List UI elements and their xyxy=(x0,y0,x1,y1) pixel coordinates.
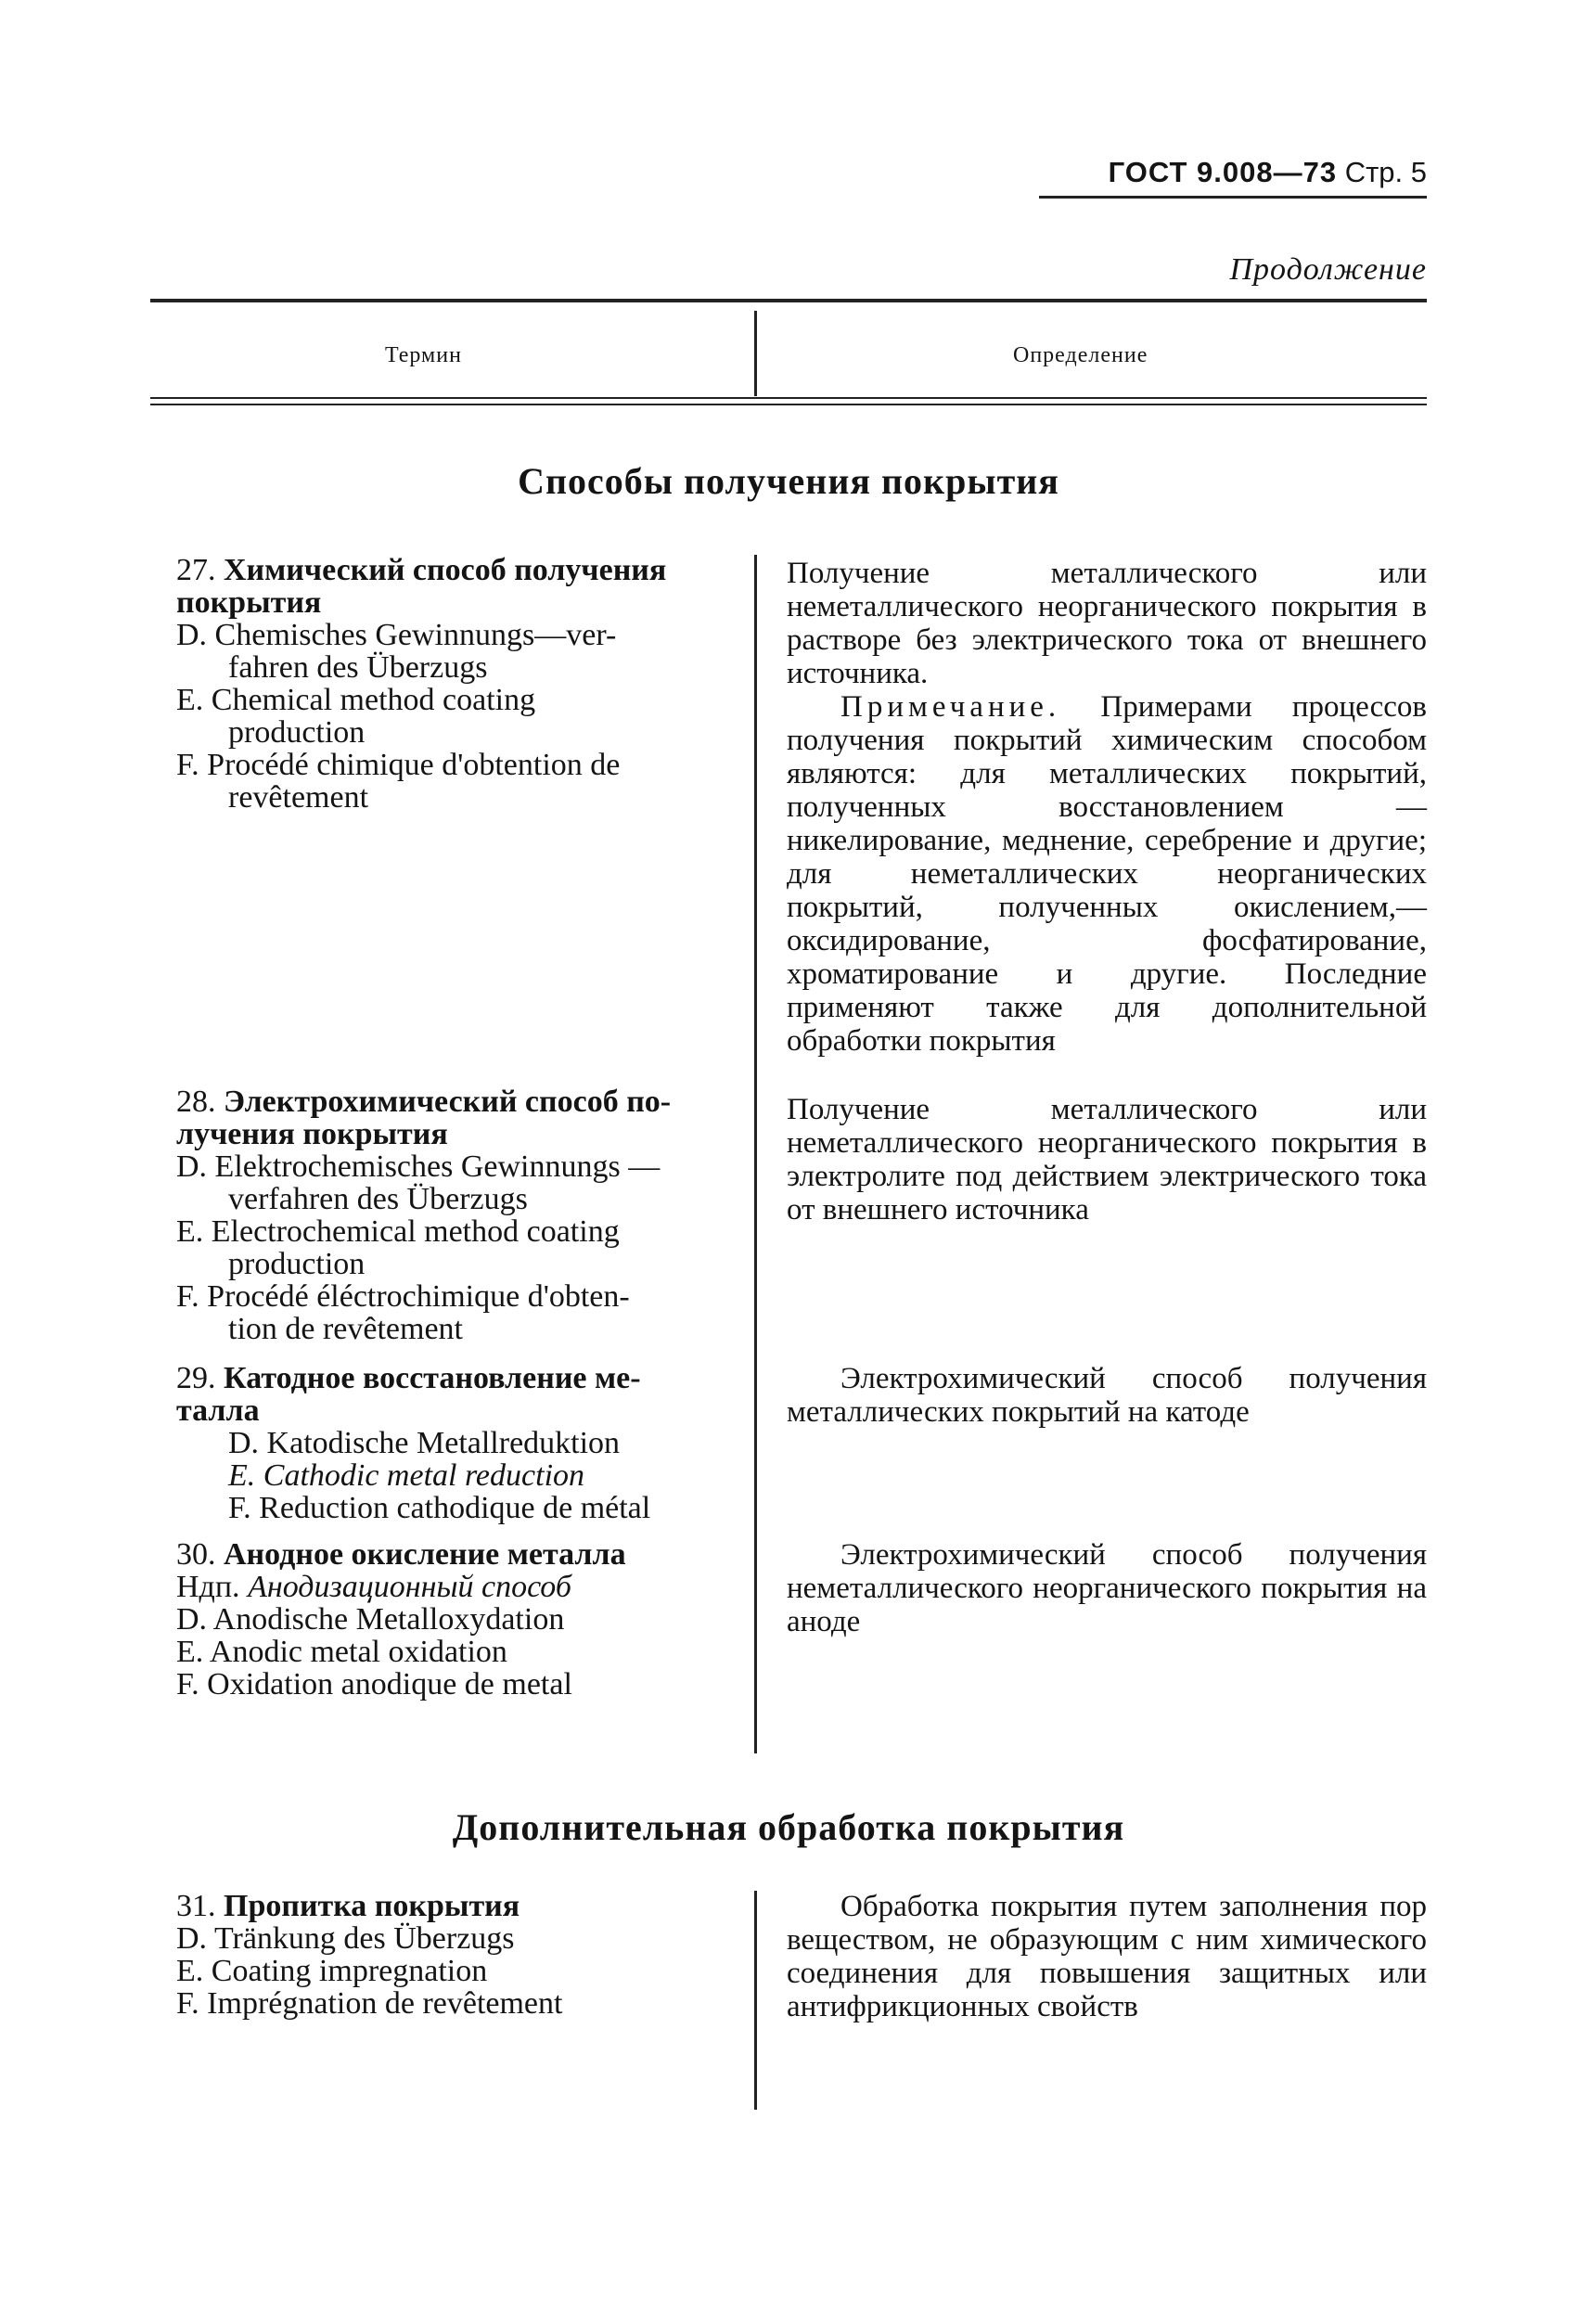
term-number: 31. xyxy=(176,1889,216,1923)
term-german: D. Chemisches Gewinnungs—ver- xyxy=(176,618,617,652)
term-french: F. Procédé chimique d'obtention de xyxy=(176,748,621,782)
column-header-term: Термин xyxy=(385,343,462,367)
term-28 xyxy=(176,1085,742,1345)
ndp-label: Ндп. xyxy=(176,1570,240,1604)
definition-note xyxy=(787,690,1427,1058)
definition-text: Получение металлического или неметаллического неорганического покрытия в электролите под действием электрического тока от внешнего источника xyxy=(787,1093,1427,1226)
term-title: Катодное восстановление ме- xyxy=(224,1361,641,1395)
note-label: Примечание. xyxy=(840,690,1061,724)
definition-27 xyxy=(787,557,1427,1058)
continuation-label: Продолжение xyxy=(1229,252,1427,287)
term-german: D. Elektrochemisches Gewinnungs — xyxy=(176,1149,661,1184)
term-french-cont: revêtement xyxy=(228,780,369,815)
term-french-cont: tion de revêtement xyxy=(228,1312,464,1346)
section-title-coating-methods: Способы получения покрытия xyxy=(518,460,1059,502)
definition-text: Электрохимический способ получения металлических покрытий на катоде xyxy=(787,1362,1427,1429)
term-number: 27. xyxy=(176,553,216,587)
term-french: F. Imprégnation de revêtement xyxy=(176,1986,563,2021)
ndp-term: Анодизационный способ xyxy=(248,1570,571,1604)
term-number: 30. xyxy=(176,1537,216,1572)
table-head-rule-2 xyxy=(150,404,1427,405)
term-title: Электрохимический способ по- xyxy=(224,1085,672,1119)
term-english-cont: production xyxy=(228,715,366,750)
term-french: F. Procédé éléctrochimique d'obten- xyxy=(176,1279,630,1314)
term-title: Анодное окисление металла xyxy=(224,1537,626,1572)
term-german: D. Tränkung des Überzugs xyxy=(176,1921,515,1956)
definition-30 xyxy=(787,1538,1427,1638)
definition-text: Обработка покрытия путем заполнения пор веществом, не образующим с ним химического соединения для повышения защитных или антифрикционных свойств xyxy=(787,1890,1427,2023)
term-30 xyxy=(176,1538,742,1701)
definition-text: Электрохимический способ получения неметаллического неорганического покрытия на аноде xyxy=(787,1538,1427,1638)
term-title: Химический способ получения xyxy=(224,553,667,587)
page-header xyxy=(1109,156,1427,189)
term-english: E. Anodic metal oxidation xyxy=(176,1635,507,1669)
term-german-cont: fahren des Überzugs xyxy=(228,650,488,685)
term-german: D. Anodische Metalloxydation xyxy=(176,1602,565,1637)
term-english: E. Electrochemical method coating xyxy=(176,1214,620,1249)
term-title-cont: талла xyxy=(176,1393,260,1428)
standard-number: ГОСТ 9.008—73 xyxy=(1108,156,1338,188)
definition-text: Получение металлического или неметаллического неорганического покрытия в растворе без электрического тока от внешнего источника. xyxy=(787,557,1427,690)
term-29 xyxy=(176,1362,742,1524)
section-title-additional-treatment: Дополнительная обработка покрытия xyxy=(452,1806,1125,1848)
term-german: D. Katodische Metallreduktion xyxy=(228,1426,621,1460)
page-number: Стр. 5 xyxy=(1344,156,1427,188)
header-column-separator xyxy=(754,311,757,396)
term-number: 28. xyxy=(176,1085,216,1119)
table-head-rule-1 xyxy=(150,397,1427,399)
term-english: E. Chemical method coating xyxy=(176,683,536,717)
table-top-rule xyxy=(150,299,1427,302)
column-separator-2 xyxy=(754,1891,757,2110)
term-french: F. Oxidation anodique de metal xyxy=(176,1667,572,1701)
term-title-cont: лучения покрытия xyxy=(176,1117,448,1151)
term-title-cont: покрытия xyxy=(176,585,322,620)
definition-31 xyxy=(787,1890,1427,2023)
term-27 xyxy=(176,554,742,814)
column-header-definition: Определение xyxy=(1013,343,1148,367)
definition-28 xyxy=(787,1093,1427,1226)
term-german-cont: verfahren des Überzugs xyxy=(228,1182,528,1216)
term-31 xyxy=(176,1890,742,2020)
term-english: E. Coating impregnation xyxy=(176,1954,488,1988)
term-english-cont: production xyxy=(228,1247,366,1281)
column-separator-1 xyxy=(754,555,757,1753)
header-rule xyxy=(1039,196,1427,199)
term-french: F. Reduction cathodique de métal xyxy=(228,1491,651,1525)
definition-29 xyxy=(787,1362,1427,1429)
term-english: E. Cathodic metal reduction xyxy=(228,1458,585,1493)
term-number: 29. xyxy=(176,1361,216,1395)
note-text: Примерами процессов получения покрытий химическим способом являются: для металлических покрытий, полученных восстановлением — никелирование, меднение, серебрение и другие; для неметаллических неорганических покрытий, полученных окислением,— оксидирование, фосфатирование, хроматирование и другие. Последние применяют также для дополнительной обработки покрытия xyxy=(787,690,1427,1058)
term-title: Пропитка покрытия xyxy=(224,1889,520,1923)
